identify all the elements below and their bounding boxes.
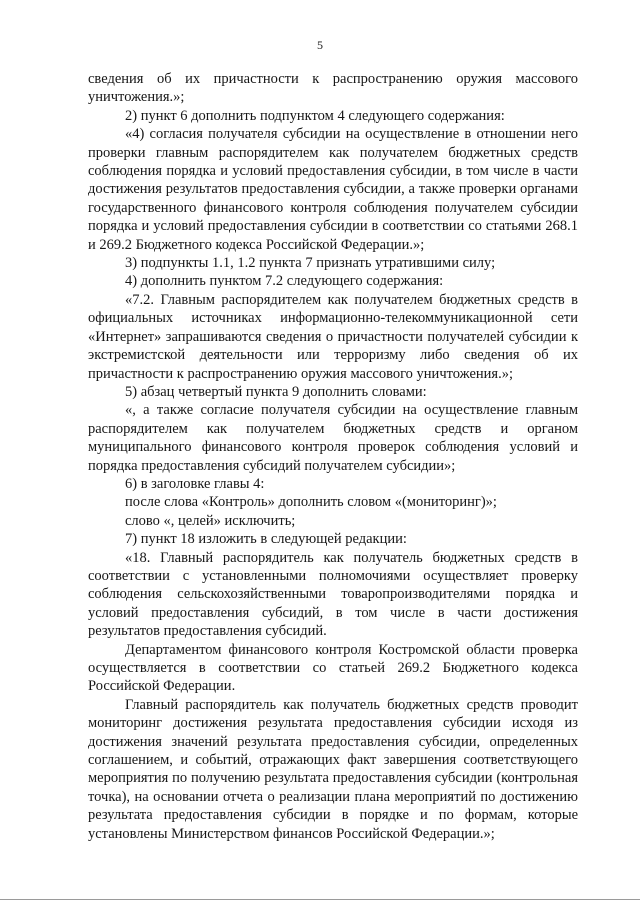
paragraph: «18. Главный распорядитель как получатель бюджетных средств в соответствии с установленными полномочиями осуществляет проверку соблюдения сельскохозяйственными товаропроизводителями порядка и условий предоставления субсидий, в том числе в части достижения результатов предоставления субсидий.	[88, 549, 578, 640]
paragraph: «4) согласия получателя субсидии на осуществление в отношении него проверки главным распорядителем как получателем бюджетных средств соблюдения порядка и условий предоставления субсидии, в том числе в части достижения результатов предоставления субсидии, а также проверки органами государственного финансового контроля соблюдения получателем субсидии порядка и условий предоставления субсидии в соответствии со статьями 268.1 и 269.2 Бюджетного кодекса Российской Федерации.»;	[88, 126, 578, 253]
page-number: 5	[317, 38, 323, 52]
paragraph: слово «, целей» исключить;	[125, 512, 296, 529]
paragraph: 4) дополнить пунктом 7.2 следующего содержания:	[125, 273, 444, 290]
paragraph: «7.2. Главным распорядителем как получателем бюджетных средств в официальных источниках информационно-телекоммуникационной сети «Интернет» запрашиваются сведения о причастности получателей субсидии к экстремистской деятельности или терроризму либо сведения об их причастности к распространению оружия массового уничтожения.»;	[88, 291, 578, 382]
paragraph: сведения об их причастности к распространению оружия массового уничтожения.»;	[88, 71, 578, 106]
paragraph: Главный распорядитель как получатель бюджетных средств проводит мониторинг достижения результата предоставления субсидии исходя из достижения значений результата предоставления субсидии, определенных соглашением, и событий, отражающих факт завершения соответствующего мероприятия по получению результата предоставления субсидии (контрольная точка), на основании отчета о реализации плана мероприятий по достижению результата предоставления субсидии в порядке и по формам, которые установлены Министерством финансов Российской Федерации.»;	[88, 696, 578, 842]
document-body	[88, 70, 578, 843]
paragraph: после слова «Контроль» дополнить словом «(мониторинг)»;	[125, 494, 497, 511]
paragraph: 5) абзац четвертый пункта 9 дополнить словами:	[125, 383, 427, 400]
paragraph: 3) подпункты 1.1, 1.2 пункта 7 признать утратившими силу;	[125, 255, 496, 272]
paragraph: 7) пункт 18 изложить в следующей редакции:	[125, 531, 407, 548]
paragraph: Департаментом финансового контроля Костромской области проверка осуществляется в соответствии со статьей 269.2 Бюджетного кодекса Российской Федерации.	[88, 641, 578, 695]
page-bottom-edge	[0, 899, 640, 900]
paragraph: «, а также согласие получателя субсидии на осуществление главным распорядителем как получателем бюджетных средств и органом муниципального финансового контроля проверок соблюдения условий и порядка предоставления субсидий получателем субсидии»;	[88, 402, 578, 474]
paragraph: 6) в заголовке главы 4:	[125, 475, 265, 492]
paragraph: 2) пункт 6 дополнить подпунктом 4 следующего содержания:	[125, 107, 505, 124]
